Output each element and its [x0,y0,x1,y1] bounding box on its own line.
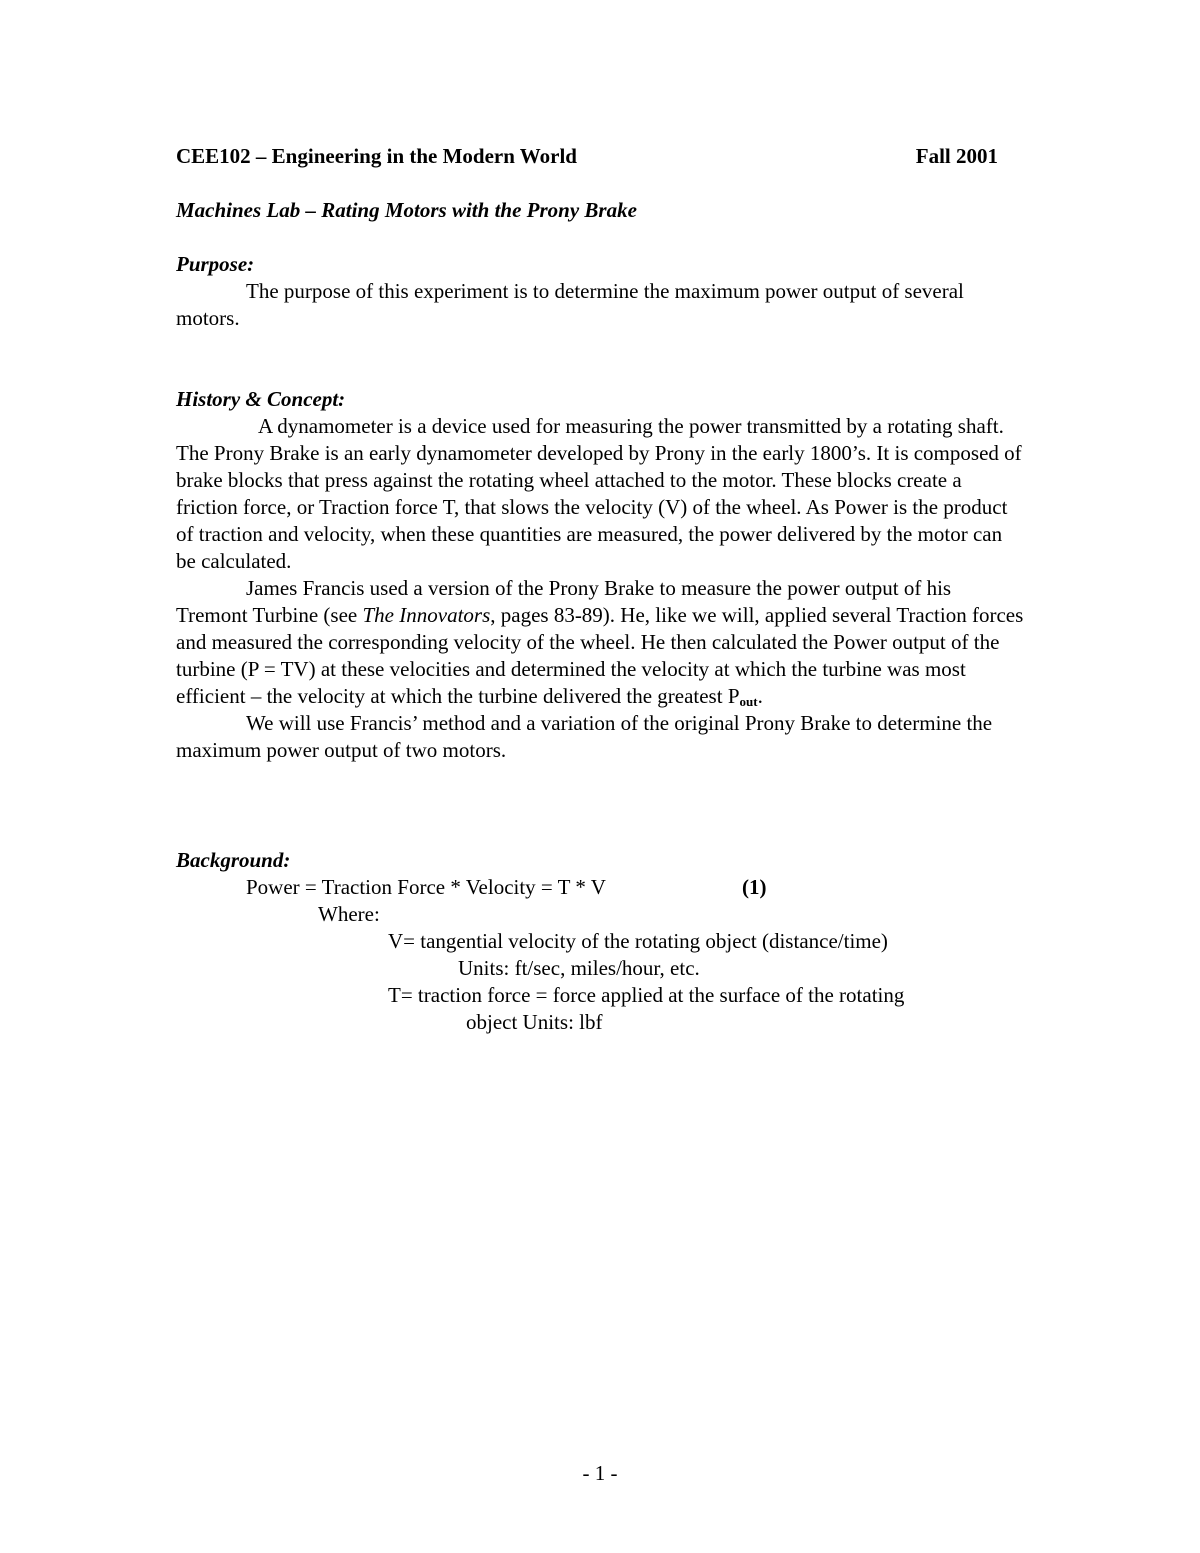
document-header [176,143,998,170]
equation-number: (1) [742,875,767,899]
term-label: Fall 2001 [915,144,998,168]
history-p2-before: James Francis used a version of the Prony Brake to measure the power output of his Tremont Turbine (see [176,576,952,627]
subscript-out: out [739,694,758,709]
power-equation: Power = Traction Force * Velocity = T * V [246,875,606,899]
page-number: - 1 - [582,1461,618,1485]
purpose-section [176,278,1006,332]
history-p2-after: , pages 83-89). He, like we will, applied several Traction forces and measured the corresponding velocity of the wheel. He then calculated the Power output of the turbine (P = TV) at these velocities and determined the velocity at which the turbine was most efficient – the velocity at which the turbine delivered the greatest P [176,603,1024,708]
history-paragraph-3: We will use Francis’ method and a variation of the original Prony Brake to determine the maximum power output of two motors. [176,711,993,762]
background-heading: Background: [176,848,291,872]
course-title: CEE102 – Engineering in the Modern World [176,144,577,168]
history-paragraph-1: A dynamometer is a device used for measuring the power transmitted by a rotating shaft. The Prony Brake is an early dynamometer developed by Prony in the early 1800’s. It is composed of brake blocks that press against the rotating wheel attached to the motor. These blocks create a friction force, or Traction force T, that slows the velocity (V) of the wheel. As Power is the product of traction and velocity, when these quantities are measured, the power delivered by the motor can be calculated. [176,414,1022,573]
where-label: Where: [318,902,380,926]
history-heading: History & Concept: [176,387,346,411]
history-section [176,413,1026,764]
lab-title: Machines Lab – Rating Motors with the Prony Brake [176,198,637,222]
traction-definition-continued: object Units: lbf [466,1010,603,1034]
velocity-units: Units: ft/sec, miles/hour, etc. [458,956,700,980]
purpose-text: The purpose of this experiment is to determine the maximum power output of several motors. [176,279,964,330]
purpose-heading: Purpose: [176,252,255,276]
history-p2-end: . [757,684,763,708]
velocity-definition: V= tangential velocity of the rotating object (distance/time) [388,929,888,953]
book-title: The Innovators [362,603,491,627]
history-paragraph-2 [176,575,1026,710]
traction-definition: T= traction force = force applied at the surface of the rotating [388,983,905,1007]
